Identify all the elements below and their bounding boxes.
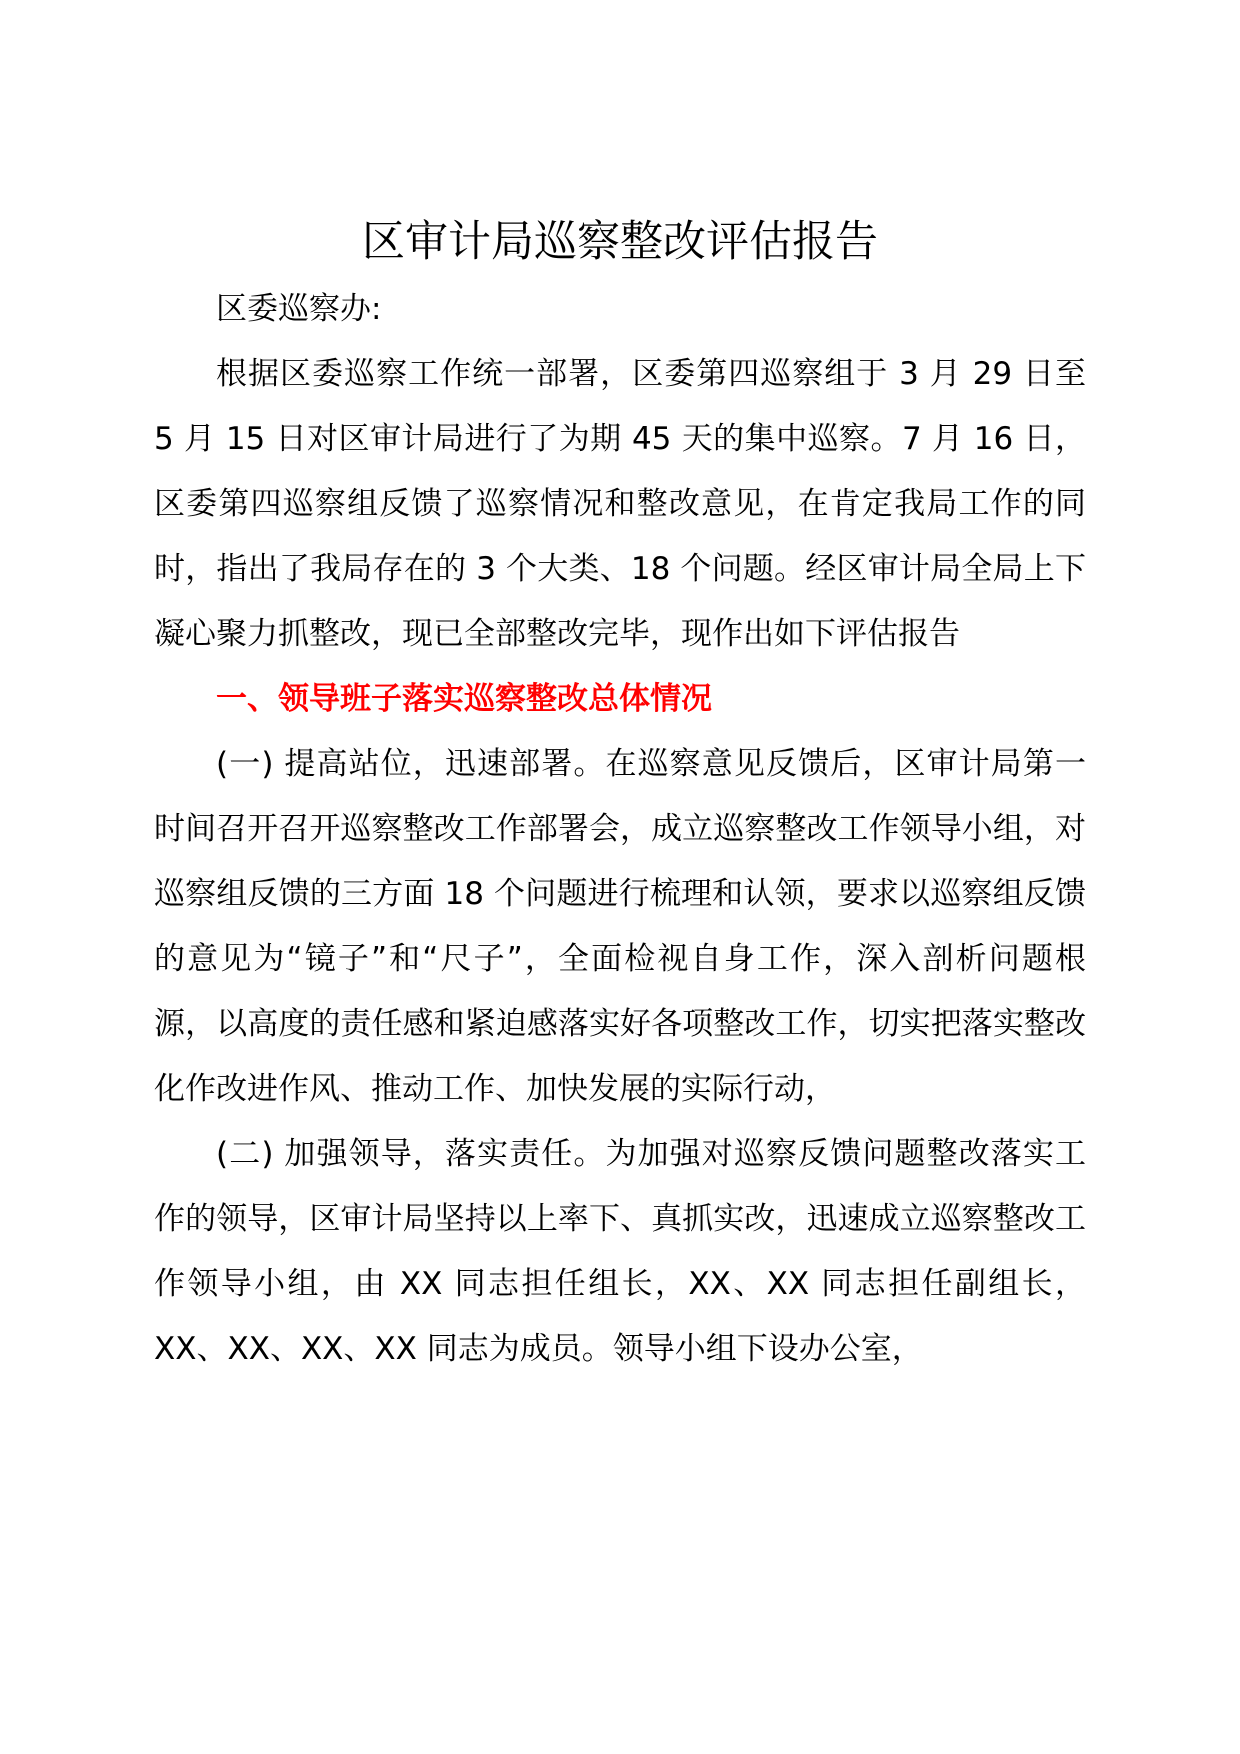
document-body — [154, 277, 1086, 1382]
salutation: 区委巡察办: — [216, 291, 382, 327]
document-title: 区审计局巡察整改评估报告 — [362, 217, 878, 267]
paragraph-intro: 根据区委巡察工作统一部署，区委第四巡察组于 3 月 29 日至 5 月 15 日对区审计局进行了为期 45 天的集中巡察。7 月 16 日，区委第四巡察组反馈了巡察情况和整改意见，在肯定我局工作的同时，指出了我局存在的 3 个大类、18 个问题。经区审计局全局上下凝心聚力抓整改，现已全部整改完毕，现作出如下评估报告 — [154, 356, 1086, 652]
section-heading-1: 一、领导班子落实巡察整改总体情况 — [216, 681, 712, 717]
paragraph-section-1-1: (一) 提高站位，迅速部署。在巡察意见反馈后，区审计局第一时间召开召开巡察整改工作部署会，成立巡察整改工作领导小组，对巡察组反馈的三方面 18 个问题进行梳理和认领，要求以巡察组反馈的意见为“镜子”和“尺子”，全面检视自身工作，深入剖析问题根源，以高度的责任感和紧迫感落实好各项整改工作，切实把落实整改化作改进作风、推动工作、加快发展的实际行动， — [154, 746, 1086, 1107]
paragraph-section-1-2: (二) 加强领导，落实责任。为加强对巡察反馈问题整改落实工作的领导，区审计局坚持以上率下、真抓实改，迅速成立巡察整改工作领导小组，由 XX 同志担任组长，XX、XX 同志担任副组长，XX、XX、XX、XX 同志为成员。领导小组下设办公室， — [154, 1136, 1086, 1367]
